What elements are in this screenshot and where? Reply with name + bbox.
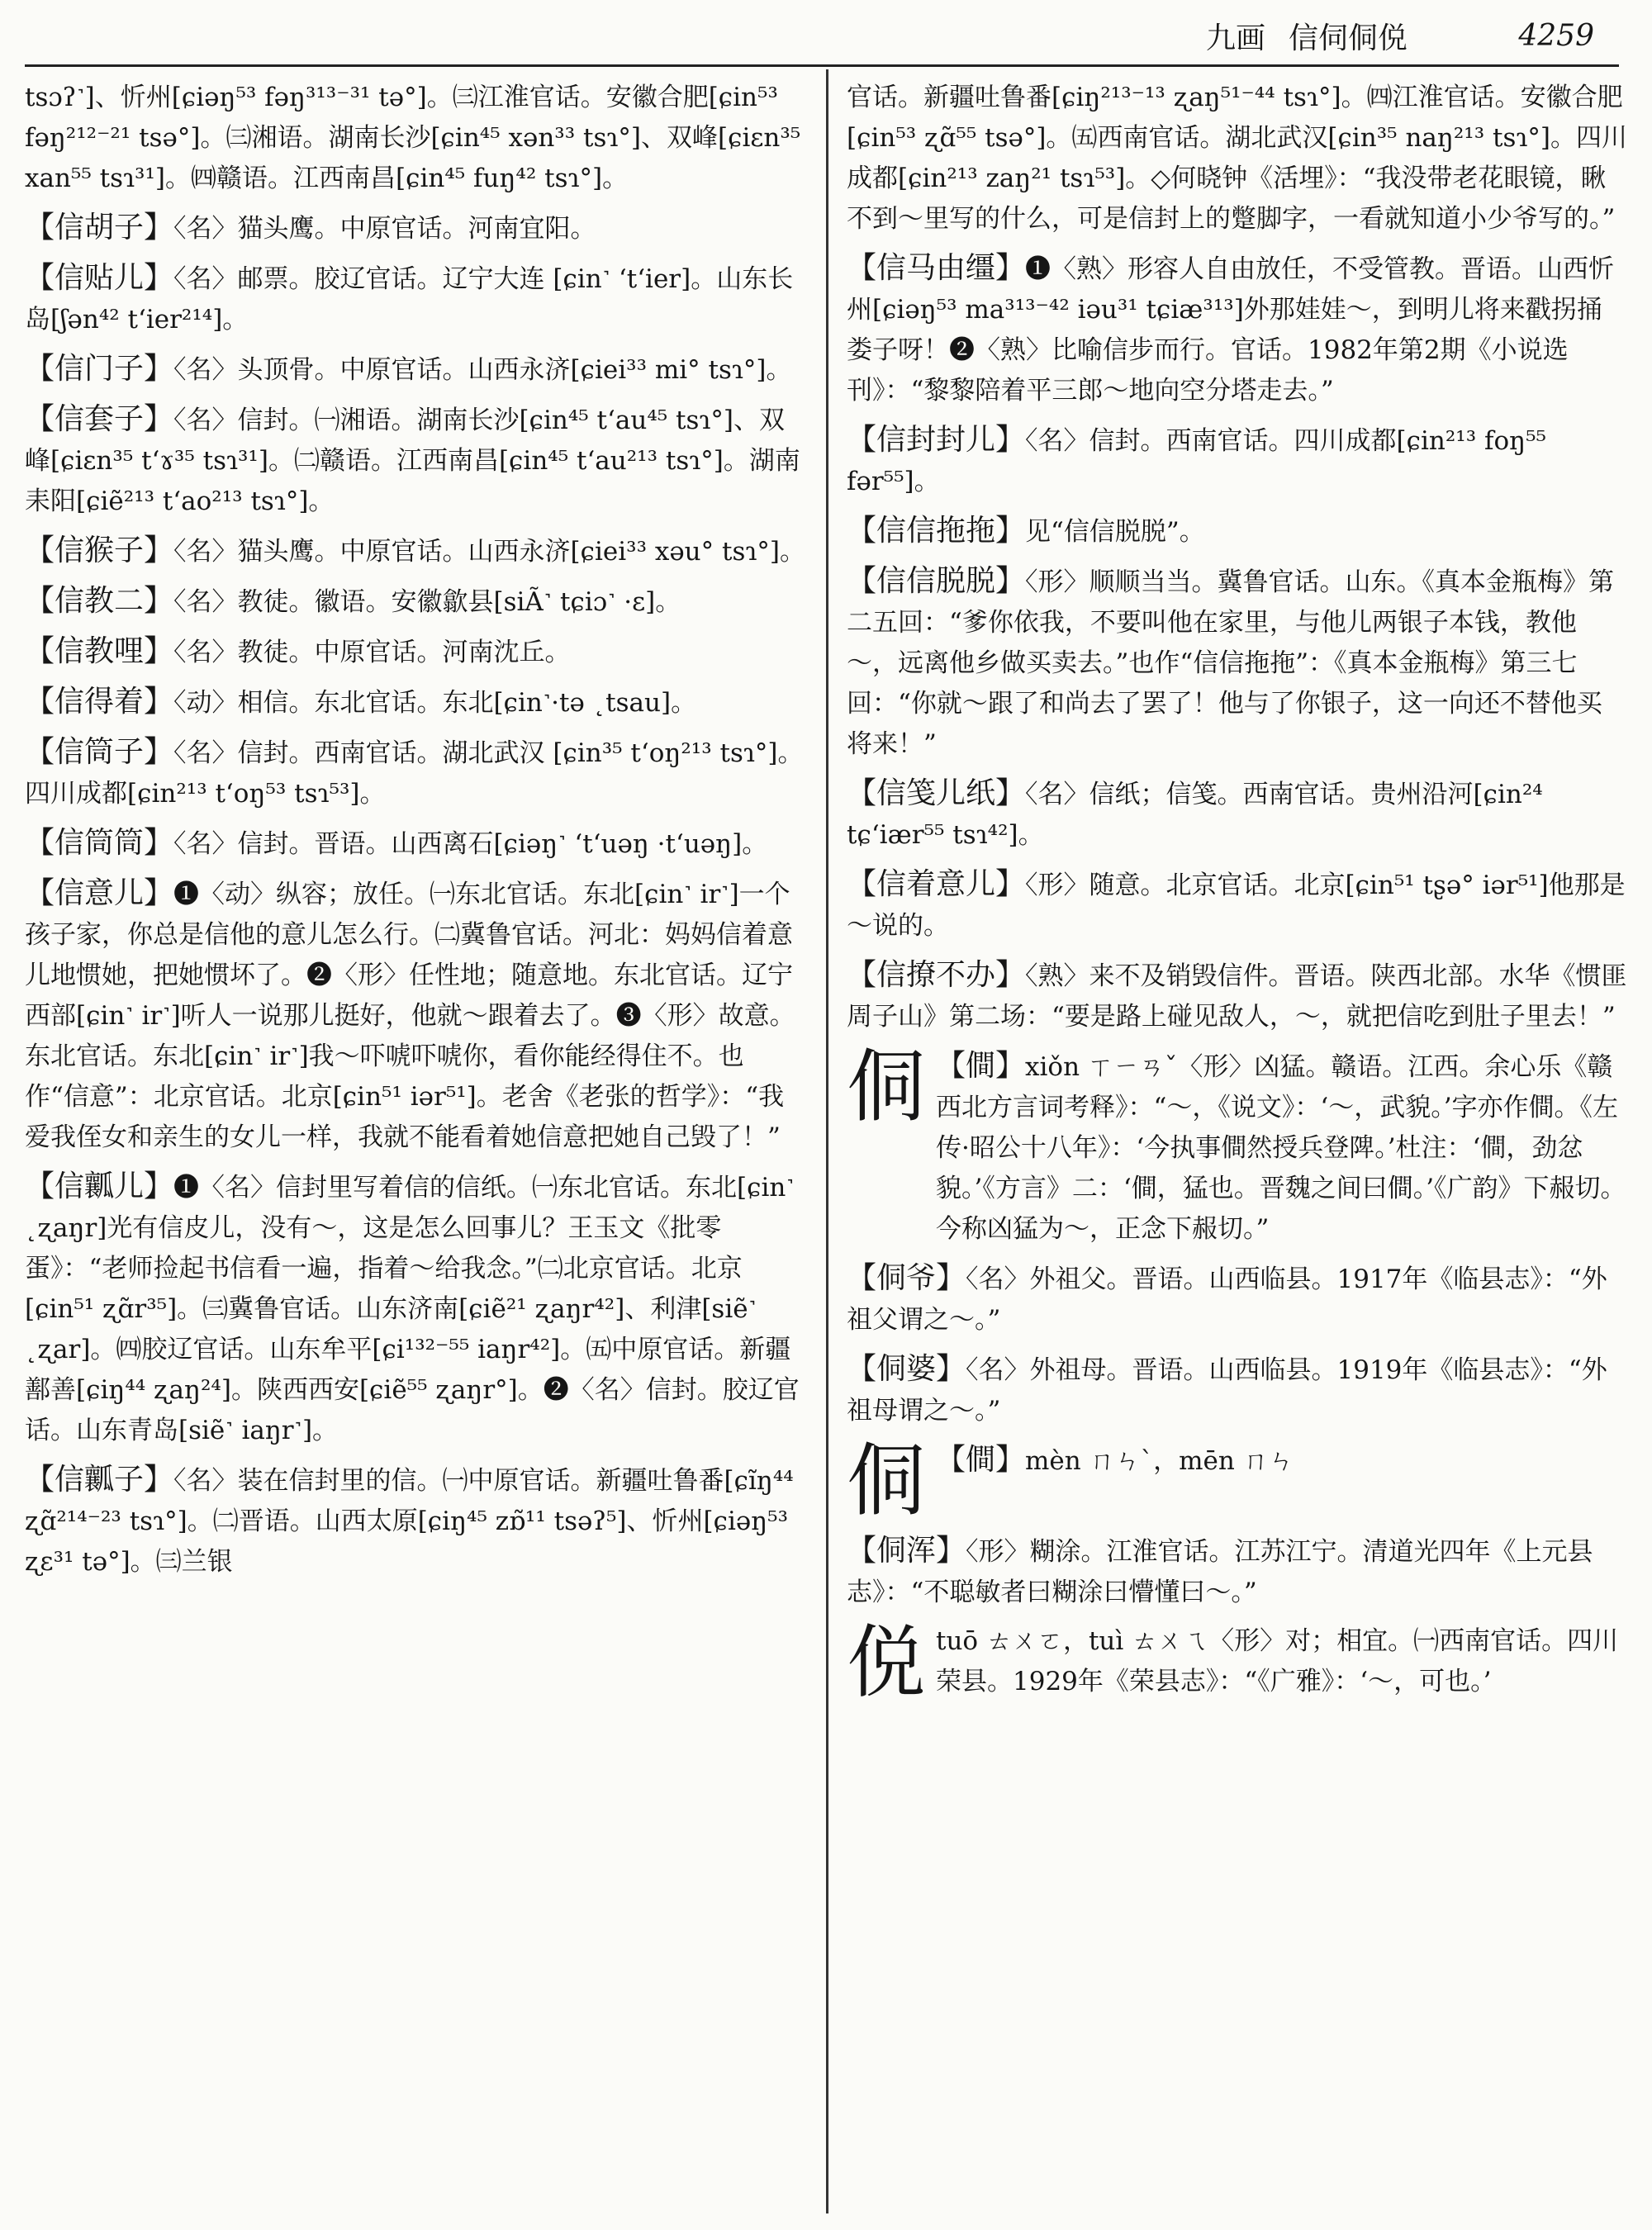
character-body — [936, 1621, 1627, 1702]
entry-definition: 〈名〉教徒。徽语。安徽歙县[siÃ˺ tɕiɔ˺ ·ɛ]。 — [173, 587, 681, 617]
dictionary-entry — [25, 1166, 805, 1451]
dictionary-entry — [25, 1459, 805, 1582]
entry-headword: 【信撩不办】 — [847, 958, 1026, 992]
dictionary-entry — [25, 873, 805, 1158]
header-strokes: 九画 — [1206, 21, 1266, 55]
entry-headword: 【信胡子】 — [25, 211, 174, 244]
character-head: 侻 — [847, 1616, 926, 1709]
character-entry — [847, 1041, 1627, 1250]
character-entry — [847, 1435, 1627, 1527]
entry-headword: 【信马由缰】 — [847, 251, 1026, 285]
entry-headword: 【信瓤儿】 — [25, 1170, 174, 1203]
page-header — [1206, 15, 1594, 56]
entry-headword: 【侗爷】 — [847, 1261, 966, 1295]
entry-headword: 【信贴儿】 — [25, 261, 174, 295]
page-number: 4259 — [1518, 18, 1594, 53]
entry-headword: 【侗浑】 — [847, 1534, 966, 1568]
entry-definition: 〈名〉信封。晋语。山西离石[ɕiəŋ˺ ‘t‘uəŋ ·t‘uəŋ]。 — [173, 829, 768, 859]
dictionary-entry — [25, 823, 805, 865]
entry-definition: ❶〈熟〉形容人自由放任，不受管教。晋语。山西忻州[ɕiəŋ⁵³ ma³¹³⁻⁴² iəu³¹ tɕiæ³¹³]外那娃娃～，到明儿将来戳拐捅娄子呀！❷〈熟〉比喻信步而行。官话。1982年第2期《小说选刊》：“黎黎陪着平三郎～地向空分塔走去。” — [847, 254, 1615, 406]
entry-definition: 〈熟〉来不及销毁信件。晋语。陕西北部。水华《惯匪周子山》第二场：“要是路上碰见敌人，～，就把信吃到肚子里去！” — [847, 961, 1627, 1032]
entry-definition: 〈名〉外祖父。晋语。山西临县。1917年《临县志》：“外祖父谓之～。” — [847, 1264, 1607, 1335]
character-entry — [847, 1616, 1627, 1709]
entry-definition: 〈名〉装在信封里的信。㈠中原官话。新疆吐鲁番[ɕĩŋ⁴⁴ ʐɑ̃²¹⁴⁻²³ tsɿ°]。㈡晋语。山西太原[ɕiŋ⁴⁵ zɒ̃¹¹ tsəʔ⁵]、忻州[ɕiəŋ⁵³ ʐɛ³¹ tə°]。㈢兰银 — [25, 1466, 794, 1577]
entry-headword: 【信笺儿纸】 — [847, 776, 1026, 810]
dictionary-entry — [25, 631, 805, 673]
dictionary-entry — [25, 349, 805, 391]
entry-headword: 【信封封儿】 — [847, 423, 1026, 457]
character-definition: xiǒn ㄒㄧㄢˇ〈形〉凶猛。赣语。江西。余心乐《赣西北方言词考释》：“～，《说文》：‘～，武貌。’字亦作僴。《左传·昭公十八年》：‘今执事僴然授兵登陴。’杜注：‘僴，劲忿貌。’《方言》二：‘僴，猛也。晋魏之间曰僴。’《广韵》下赧切。今称凶猛为～，正念下赧切。” — [936, 1052, 1626, 1244]
entry-definition: ❶〈动〉纵容；放任。㈠东北官话。东北[ɕin˺ ir˺]一个孩子家，你总是信他的意儿怎么行。㈡冀鲁官话。河北：妈妈信着意儿地惯她，把她惯坏了。❷〈形〉任性地；随意地。东北官话。辽宁西部[ɕin˺ ir˺]听人一说那儿挺好，他就～跟着去了。❸〈形〉故意。东北官话。东北[ɕin˺ ir˺]我～吓唬吓唬你，看你能经得住不。也作“信意”：北京官话。北京[ɕin⁵¹ iər⁵¹]。老舍《老张的哲学》：“我爱我侄女和亲生的女儿一样，我就不能看着她信意把她自己毁了！” — [25, 880, 795, 1152]
character-body — [936, 1440, 1627, 1482]
entry-headword: 【信教哩】 — [25, 634, 174, 668]
character-head: 侗 — [847, 1041, 926, 1133]
entry-definition: 〈名〉信封。㈠湘语。湖南长沙[ɕin⁴⁵ t‘au⁴⁵ tsɿ°]、双峰[ɕiɛn³⁵ t‘ɤ³⁵ tsɿ³¹]。㈡赣语。江西南昌[ɕin⁴⁵ t‘au²¹³ tsɿ°]。湖南耒阳[ɕiẽ²¹³ t‘ao²¹³ tsɿ°]。 — [25, 406, 800, 516]
character-head: 侗 — [847, 1435, 926, 1527]
dictionary-entry — [25, 530, 805, 572]
entry-headword: 【信筒子】 — [25, 735, 174, 769]
dictionary-entry — [25, 399, 805, 522]
character-body — [936, 1046, 1627, 1250]
header-chars: 信伺侗侻 — [1289, 21, 1408, 55]
entry-headword: 【信得着】 — [25, 685, 174, 719]
column-divider — [826, 69, 828, 2213]
entry-definition: 〈名〉教徒。中原官话。河南沈丘。 — [173, 638, 571, 667]
entry-headword: 【信信拖拖】 — [847, 514, 1026, 548]
entry-headword: 【信信脱脱】 — [847, 564, 1026, 598]
character-definition: tuō ㄊㄨㄛ，tuì ㄊㄨㄟ〈形〉对；相宜。㈠西南官话。四川荣县。1929年《荣县志》：“《广雅》：‘～，可也。’ — [936, 1626, 1619, 1696]
dictionary-entry — [847, 561, 1627, 765]
dictionary-entry — [847, 773, 1627, 856]
dictionary-entry — [25, 207, 805, 249]
entry-headword: 【信套子】 — [25, 402, 174, 436]
entry-headword: 【信门子】 — [25, 352, 174, 386]
dictionary-entry — [25, 258, 805, 340]
entry-headword: 【信着意儿】 — [847, 867, 1026, 901]
dictionary-entry — [847, 1258, 1627, 1340]
dictionary-entry — [847, 1349, 1627, 1431]
entry-definition: 〈形〉顺顺当当。冀鲁官话。山东。《真本金瓶梅》第二五回：“爹你依我，不要叫他在家里，与他儿两银子本钱，教他～，远离他乡做买卖去。”也作“信信拖拖”：《真本金瓶梅》第三七回：“你就～跟了和尚去了罢了！他与了你银子，这一向还不替他买将来！” — [847, 567, 1615, 759]
character-definition: mèn ㄇㄣˋ，mēn ㄇㄣ — [1025, 1446, 1294, 1476]
dictionary-entry — [25, 681, 805, 724]
entry-definition: ❶〈名〉信封里写着信的信纸。㈠东北官话。东北[ɕin˺ ˛ʐaŋr]光有信皮儿，没有～，这是怎么回事儿？王玉文《批零蛋》：“老师捡起书信看一遍，指着～给我念。”㈡北京官话。北京[ɕin⁵¹ ʐɑ̃r³⁵]。㈢冀鲁官话。山东济南[ɕiẽ²¹ ʐaŋr⁴²]、利津[siẽ˺ ˛ʐar]。㈣胶辽官话。山东牟平[ɕi¹³²⁻⁵⁵ iaŋr⁴²]。㈤中原官话。新疆鄯善[ɕiŋ⁴⁴ ʐaŋ²⁴]。陕西西安[ɕiẽ⁵⁵ ʐaŋr°]。❷〈名〉信封。胶辽官话。山东青岛[siẽ˺ iaŋr˺]。 — [25, 1173, 800, 1445]
entry-definition: 〈动〉相信。东北官话。东北[ɕin˺·tə ˛tsau]。 — [173, 688, 697, 718]
dictionary-entry — [25, 581, 805, 623]
entry-definition: 〈名〉邮票。胶辽官话。辽宁大连 [ɕin˺ ‘t‘ier]。山东长岛[ʃən⁴² t‘ier²¹⁴]。 — [25, 264, 794, 334]
entry-definition: 〈名〉外祖母。晋语。山西临县。1919年《临县志》：“外祖母谓之～。” — [847, 1355, 1607, 1426]
entry-definition: 〈名〉猫头鹰。中原官话。河南宜阳。 — [173, 214, 596, 244]
entry-definition: 见“信信脱脱”。 — [1025, 517, 1205, 547]
right-column — [847, 78, 1627, 2213]
entry-definition: 〈名〉信封。西南官话。湖北武汉 [ɕin³⁵ t‘oŋ²¹³ tsɿ°]。四川成都[ɕin²¹³ t‘oŋ⁵³ tsɿ⁵³]。 — [25, 738, 804, 809]
continued-text: tsɔʔ˺]、忻州[ɕiəŋ⁵³ fəŋ³¹³⁻³¹ tə°]。㈢江淮官话。安徽合肥[ɕin⁵³ fəŋ²¹²⁻²¹ tsə°]。㈢湘语。湖南长沙[ɕin⁴⁵ xən³³ tsɿ°]、双峰[ɕiɛn³⁵ xan⁵⁵ tsɿ³¹]。㈣赣语。江西南昌[ɕin⁴⁵ fuŋ⁴² tsɿ°]。 — [25, 83, 801, 193]
header-rule — [25, 64, 1619, 67]
entry-headword: 【信猴子】 — [25, 534, 174, 567]
entry-definition: 〈名〉猫头鹰。中原官话。山西永济[ɕiei³³ xəu° tsɿ°]。 — [173, 537, 805, 567]
entry-headword: 【信意儿】 — [25, 876, 174, 910]
left-column — [25, 78, 805, 2213]
dictionary-entry — [847, 1530, 1627, 1613]
dictionary-entry — [847, 510, 1627, 553]
traditional-form: 【僴】 — [936, 1443, 1026, 1477]
dictionary-entry — [847, 864, 1627, 947]
entry-headword: 【信教二】 — [25, 584, 174, 618]
entry-definition: 〈形〉糊涂。江淮官话。江苏江宁。清道光四年《上元县志》：“不聪敏者曰糊涂曰懵懂曰～。” — [847, 1537, 1593, 1607]
dictionary-entry — [25, 732, 805, 814]
continued-text: 官话。新疆吐鲁番[ɕiŋ²¹³⁻¹³ ʐaŋ⁵¹⁻⁴⁴ tsɿ°]。㈣江淮官话。安徽合肥[ɕin⁵³ ʐɑ̃⁵⁵ tsə°]。㈤西南官话。湖北武汉[ɕin³⁵ naŋ²¹³ tsɿ°]。四川成都[ɕin²¹³ zaŋ²¹ tsɿ⁵³]。◇何晓钟《活埋》：“我没带老花眼镜，瞅不到～里写的什么，可是信封上的蹩脚字，一看就知道小少爷写的。” — [847, 83, 1627, 234]
entry-definition: 〈名〉信封。西南官话。四川成都[ɕin²¹³ foŋ⁵⁵ fər⁵⁵]。 — [847, 426, 1546, 496]
entry-headword: 【信筒筒】 — [25, 826, 174, 860]
entry-definition: 〈名〉信纸；信笺。西南官话。贵州沿河[ɕin²⁴ tɕ‘iær⁵⁵ tsɿ⁴²]。 — [847, 780, 1543, 850]
traditional-form: 【僴】 — [936, 1049, 1026, 1083]
entry-definition: 〈名〉头顶骨。中原官话。山西永济[ɕiei³³ mi° tsɿ°]。 — [173, 355, 792, 385]
entry-headword: 【侗婆】 — [847, 1352, 966, 1386]
entry-headword: 【信瓤子】 — [25, 1463, 174, 1497]
dictionary-entry — [847, 420, 1627, 502]
dictionary-entry — [847, 248, 1627, 411]
entry-definition: 〈形〉随意。北京官话。北京[ɕin⁵¹ tʂə° iər⁵¹]他那是～说的。 — [847, 871, 1626, 941]
dictionary-entry — [847, 955, 1627, 1037]
